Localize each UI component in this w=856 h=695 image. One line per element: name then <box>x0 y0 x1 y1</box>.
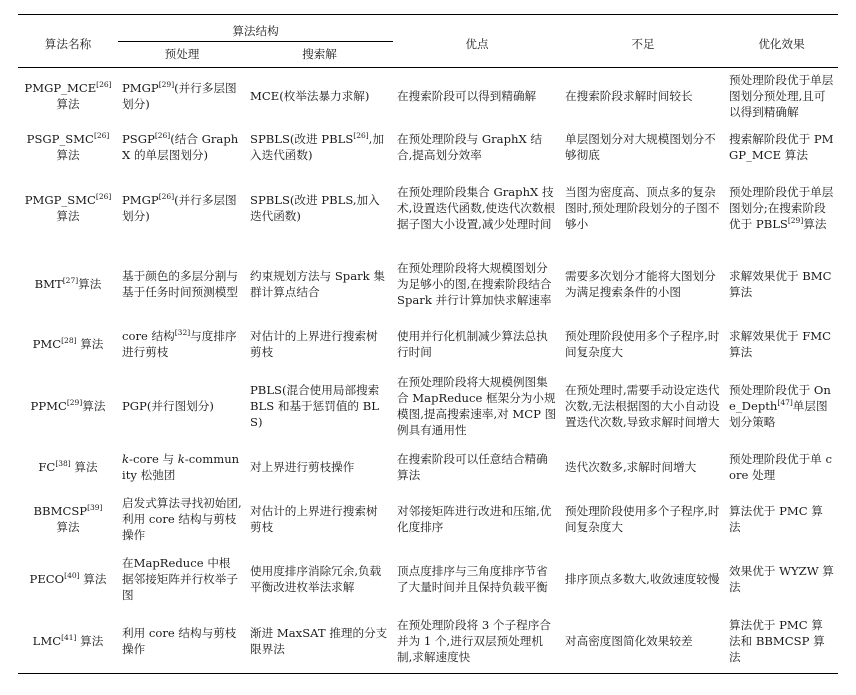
preprocess-desc: 与度排序进行剪枝 <box>122 329 237 359</box>
citation-ref: [27] <box>62 276 79 286</box>
effect-cell: 算法优于 PMC 算法和 BBMCSP 算法 <box>729 617 825 664</box>
algorithm-suffix: 算法 <box>56 209 80 223</box>
effect-cell: 求解效果优于 FMC 算法 <box>729 329 832 359</box>
algorithm-name-cell <box>18 550 118 610</box>
search-cell: 渐进 MaxSAT 推理的分支限界法 <box>250 625 388 656</box>
header-preprocess: 预处理 <box>164 47 200 61</box>
preprocess-desc: (结合 GraphX 的单层图划分) <box>122 132 239 162</box>
cons-cell: 预处理阶段使用多个子程序,时间复杂度大 <box>565 329 720 359</box>
search-cell: 约束规划方法与 Spark 集群计算点结合 <box>250 269 385 299</box>
algorithm-suffix: 算法 <box>56 97 80 112</box>
table-row <box>18 368 838 446</box>
preprocess-method: core 结构 <box>122 329 175 343</box>
cons-cell: 当图为密度高、顶点多的复杂图时,预处理阶段划分的子图不够小 <box>565 185 720 231</box>
algorithm-name: PMGP_MCE <box>24 81 97 96</box>
search-method: SPBLS(改进 PBLS <box>250 132 354 146</box>
algorithm-name-cell <box>18 126 118 170</box>
table-row <box>18 610 838 674</box>
preprocess-cell: 在MapReduce 中根据邻接矩阵并行枚举子图 <box>122 556 238 602</box>
algorithm-suffix: 算法 <box>82 399 106 413</box>
citation-ref: [40] <box>64 571 80 581</box>
preprocess-desc: (并行多层图划分) <box>122 81 237 112</box>
algorithm-name-cell <box>18 248 118 322</box>
citation-ref: [29] <box>158 80 175 90</box>
citation-ref: [26] <box>154 131 171 141</box>
effect-cell: 求解效果优于 BMC 算法 <box>729 269 832 299</box>
algorithm-suffix: 算法 <box>56 520 80 534</box>
algorithm-name-cell <box>18 170 118 248</box>
effect-cell: 搜索解阶段优于 PMGP_MCE 算法 <box>729 132 834 162</box>
header-cons: 不足 <box>631 37 655 51</box>
pros-cell: 在预处理阶段将大规模图划分为足够小的图,在搜索阶段结合 Spark 并行计算加快求解速率 <box>397 261 552 307</box>
algorithm-name: LMC <box>32 633 62 648</box>
algorithm-suffix: 算法 <box>76 337 104 351</box>
preprocess-method: PMGP <box>122 193 159 207</box>
preprocess-text: -community 松弛团 <box>122 452 240 482</box>
preprocess-desc: (并行多层图划分) <box>122 193 237 223</box>
algorithm-name-cell <box>18 68 118 126</box>
table-row <box>18 322 838 368</box>
pros-cell: 在预处理阶段将大规模例图集合 MapReduce 框架分为小规模图,提高搜索速率,对 MCP 图例具有通用性 <box>397 375 557 437</box>
table-header <box>18 15 838 68</box>
cons-cell: 迭代次数多,求解时间增大 <box>565 460 697 474</box>
cons-cell: 预处理阶段使用多个子程序,时间复杂度大 <box>565 504 720 534</box>
header-effect: 优化效果 <box>758 37 805 51</box>
header-algorithm-structure: 算法结构 <box>118 15 393 42</box>
citation-ref: [47] <box>777 398 793 408</box>
citation-ref: [29] <box>787 216 804 226</box>
algorithm-name-cell <box>18 610 118 674</box>
header-search: 搜索解 <box>302 47 337 61</box>
preprocess-cell <box>118 68 246 126</box>
citation-ref: [26] <box>353 131 369 141</box>
search-cell: PBLS(混合使用局部搜索 BLS 和基于惩罚值的 BLS) <box>250 383 380 429</box>
effect-cell <box>725 368 838 446</box>
preprocess-cell <box>118 170 246 248</box>
search-cell: SPBLS(改进 PBLS,加入迭代函数) <box>250 193 380 223</box>
preprocess-cell <box>118 322 246 368</box>
preprocess-text: -core 与 <box>129 452 178 466</box>
search-cell: 对估计的上界进行搜索树剪枝 <box>250 504 378 534</box>
preprocess-cell <box>118 446 246 490</box>
italic-k: k <box>122 452 130 466</box>
preprocess-cell: 启发式算法寻找初始团,利用 core 结构与剪枝操作 <box>122 496 242 542</box>
header-algorithm-name: 算法名称 <box>44 37 92 51</box>
citation-ref: [28] <box>61 336 77 346</box>
effect-cell: 预处理阶段优于单 core 处理 <box>729 452 832 482</box>
cons-cell: 对高密度图简化效果较差 <box>565 633 693 648</box>
cons-cell: 需要多次划分才能将大图划分为满足搜索条件的小图 <box>565 269 716 299</box>
preprocess-cell: 利用 core 结构与剪枝操作 <box>122 625 237 656</box>
table-row <box>18 248 838 322</box>
table-row <box>18 550 838 610</box>
search-cell <box>246 126 393 170</box>
algorithm-name: FC <box>38 460 56 474</box>
header-pros: 优点 <box>465 37 489 51</box>
header-row-1 <box>18 15 838 42</box>
effect-cell: 算法优于 PMC 算法 <box>729 504 823 534</box>
pros-cell: 在预处理阶段与 GraphX 结合,提高划分效率 <box>397 132 542 162</box>
pros-cell: 顶点度排序与三角度排序节省了大量时间并且保持负载平衡 <box>397 564 548 594</box>
algorithm-name-cell <box>18 490 118 550</box>
algorithm-suffix: 算法 <box>78 277 102 291</box>
algorithm-suffix: 算法 <box>76 633 104 648</box>
table-row <box>18 446 838 490</box>
cons-cell: 单层图划分对大规模图划分不够彻底 <box>565 132 716 162</box>
preprocess-method: PMGP <box>122 81 159 96</box>
effect-suffix: 单层图划分策略 <box>729 399 828 429</box>
cons-cell: 在预处理时,需要手动设定迭代次数,无法根据图的大小自动设置迭代次数,导致求解时间增大 <box>565 383 720 429</box>
algorithm-name-cell <box>18 368 118 446</box>
pros-cell: 在搜索阶段可以得到精确解 <box>397 89 537 104</box>
algorithm-name: PSGP_SMC <box>26 132 94 146</box>
effect-cell <box>725 170 838 248</box>
table-row <box>18 490 838 550</box>
algorithm-name: PMC <box>32 337 62 351</box>
citation-ref: [39] <box>87 503 103 513</box>
effect-text: 预处理阶段优于单层图划分;在搜索阶段优于 PBLS <box>729 185 834 231</box>
preprocess-cell: PGP(并行图划分) <box>122 399 214 413</box>
algorithm-name: PPMC <box>30 399 67 413</box>
effect-suffix: 算法 <box>803 217 827 231</box>
pros-cell: 使用并行化机制减少算法总执行时间 <box>397 329 548 359</box>
cons-cell: 在搜索阶段求解时间较长 <box>565 89 693 104</box>
search-cell: 对估计的上界进行搜索树剪枝 <box>250 329 378 359</box>
algorithm-name: BBMCSP <box>33 504 88 518</box>
algorithm-suffix: 算法 <box>56 148 80 162</box>
citation-ref: [29] <box>66 398 83 408</box>
search-desc: ,加入迭代函数) <box>250 132 384 162</box>
algorithm-name-cell <box>18 446 118 490</box>
table-row <box>18 126 838 170</box>
search-cell: 对上界进行剪枝操作 <box>250 460 355 474</box>
algorithm-name-cell <box>18 322 118 368</box>
citation-ref: [26] <box>93 131 110 141</box>
citation-ref: [41] <box>61 632 77 642</box>
algorithm-name: BMT <box>34 277 63 291</box>
preprocess-cell <box>118 126 246 170</box>
cons-cell: 排序顶点多数大,收敛速度较慢 <box>565 572 720 586</box>
pros-cell: 在搜索阶段可以任意结合精确算法 <box>397 452 548 482</box>
table-row <box>18 170 838 248</box>
citation-ref: [32] <box>174 328 191 338</box>
citation-ref: [38] <box>55 459 71 469</box>
citation-ref: [26] <box>96 80 112 90</box>
pros-cell: 对邻接矩阵进行改进和压缩,优化度排序 <box>397 504 552 534</box>
citation-ref: [26] <box>95 192 112 202</box>
algorithm-name: PECO <box>29 572 65 586</box>
algorithm-suffix: 算法 <box>79 572 107 586</box>
preprocess-cell: 基于颜色的多层分割与基于任务时间预测模型 <box>122 269 238 299</box>
algorithm-name: PMGP_SMC <box>24 193 96 207</box>
pros-cell: 在预处理阶段将 3 个子程序合并为 1 个,进行双层预处理机制,求解速度快 <box>397 617 551 664</box>
algorithm-comparison-table <box>18 14 838 674</box>
effect-cell: 预处理阶段优于单层图划分预处理,且可以得到精确解 <box>729 73 834 120</box>
algorithm-suffix: 算法 <box>70 460 98 474</box>
effect-cell: 效果优于 WYZW 算法 <box>729 564 834 594</box>
italic-k: k <box>177 452 185 466</box>
citation-ref: [26] <box>158 192 175 202</box>
preprocess-method: PSGP <box>122 132 155 146</box>
search-cell: MCE(枚举法暴力求解) <box>250 89 370 104</box>
table-row <box>18 68 838 126</box>
pros-cell: 在预处理阶段集合 GraphX 技术,设置迭代函数,使迭代次数根据子图大小设置,减少处理时间 <box>397 185 556 231</box>
effect-text: 预处理阶段优于 One_Depth <box>729 383 831 413</box>
table-body <box>18 68 838 674</box>
search-cell: 使用度排序消除冗余,负载平衡改进枚举法求解 <box>250 564 382 594</box>
